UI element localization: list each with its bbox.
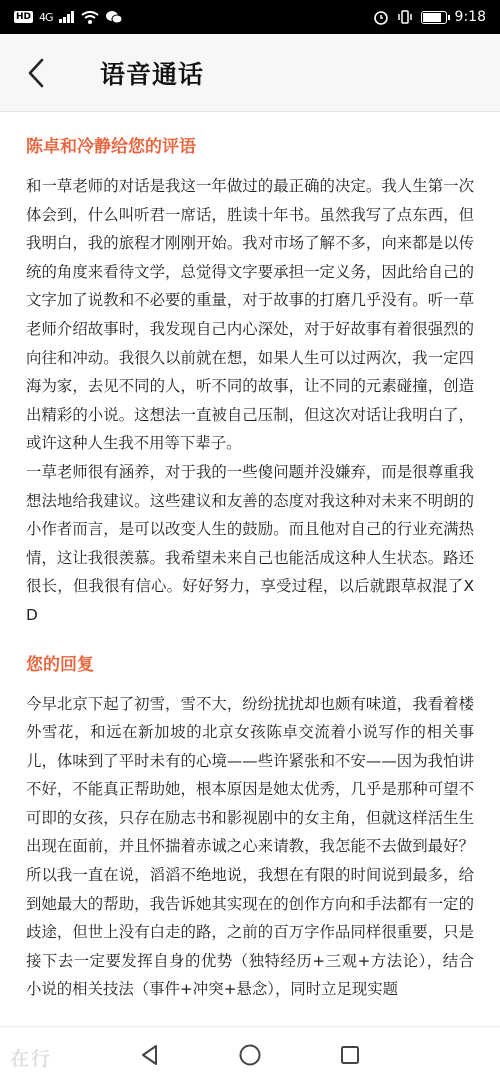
nav-back-button[interactable] (135, 1040, 165, 1070)
square-recents-icon (338, 1043, 362, 1067)
main-content[interactable] (0, 112, 500, 1026)
circle-home-icon (238, 1043, 262, 1067)
review-heading: 陈卓和冷静给您的评语 (26, 137, 196, 157)
watermark: 在行 (10, 1048, 53, 1070)
back-button[interactable] (0, 34, 72, 112)
wifi-icon (81, 11, 99, 24)
battery-fill (423, 13, 441, 22)
nav-home-button[interactable] (235, 1040, 265, 1070)
page-title: 语音通话 (100, 59, 205, 89)
wechat-icon (105, 10, 123, 24)
app-header (0, 34, 500, 112)
vibrate-icon (397, 9, 413, 25)
status-bar (0, 0, 500, 34)
status-right (373, 9, 486, 25)
reply-paragraph: 今早北京下起了初雪，雪不大，纷纷扰扰却也颇有味道，我看着楼外雪花，和远在新加坡的北京女孩陈卓交流着小说写作的相关事儿，体味到了平时未有的心境——些许紧张和不安——因为我怕讲不好，不能真正帮助她，根本原因是她太优秀，几乎是那种可望不可即的女孩，只存在励志书和影视剧中的女主角，但就这样活生生出现在面前，并且怀揣着赤诚之心来请教，我怎能不去做到最好？所以我一直在说，滔滔不绝地说，我想在有限的时间说到最多，给到她最大的帮助，我告诉她其实现在的创作方向和手法都有一定的歧途，但世上没有白走的路，之前的百万字作品同样很重要，只是接下去一定要发挥自身的优势（独特经历+三观+方法论），结合小说的相关技法（事件+冲突+悬念），同时立足现实题 (26, 694, 474, 999)
hd-badge: HD (16, 12, 32, 22)
review-paragraph-2: 一草老师很有涵养，对于我的一些傻问题并没嫌弃，而是很尊重我想法地给我建议。这些建议和友善的态度对我这种对未来不明朗的小作者而言，是可以改变人生的鼓励。而且他对自己的行业充满热情，这让我很羡慕。我希望未来自己也能活成这种人生状态。路还很长，但我很有信心。好好努力，享受过程，以后就跟草叔混了XD (26, 462, 474, 624)
status-left (14, 10, 123, 24)
nav-recents-button[interactable] (335, 1040, 365, 1070)
reply-heading: 您的回复 (26, 654, 94, 675)
network-label: 4G (39, 10, 53, 24)
clock: 9:18 (454, 9, 486, 25)
chevron-left-icon (27, 58, 45, 88)
battery-icon (421, 11, 447, 24)
alarm-icon (373, 9, 389, 25)
triangle-back-icon (138, 1043, 162, 1067)
signal-icon (59, 11, 75, 23)
review-paragraph-1: 和一草老师的对话是我这一年做过的最正确的决定。我人生第一次体会到，什么叫听君一席话，胜读十年书。虽然我写了点东西，但我明白，我的旅程才刚刚开始。我对市场了解不多，向来都是以传统的角度来看待文学，总觉得文字要承担一定义务，因此给自己的文字加了说教和不必要的重量，对于故事的打磨几乎没有。听一草老师介绍故事时，我发现自己内心深处，对于好故事有着很强烈的向往和冲动。我很久以前就在想，如果人生可以过两次，我一定四海为家，去见不同的人，听不同的故事，让不同的元素碰撞，创造出精彩的小说。这想法一直被自己压制，但这次对话让我明白了，或许这种人生我不用等下辈子。 (26, 177, 474, 453)
system-nav-bar (0, 1026, 500, 1083)
